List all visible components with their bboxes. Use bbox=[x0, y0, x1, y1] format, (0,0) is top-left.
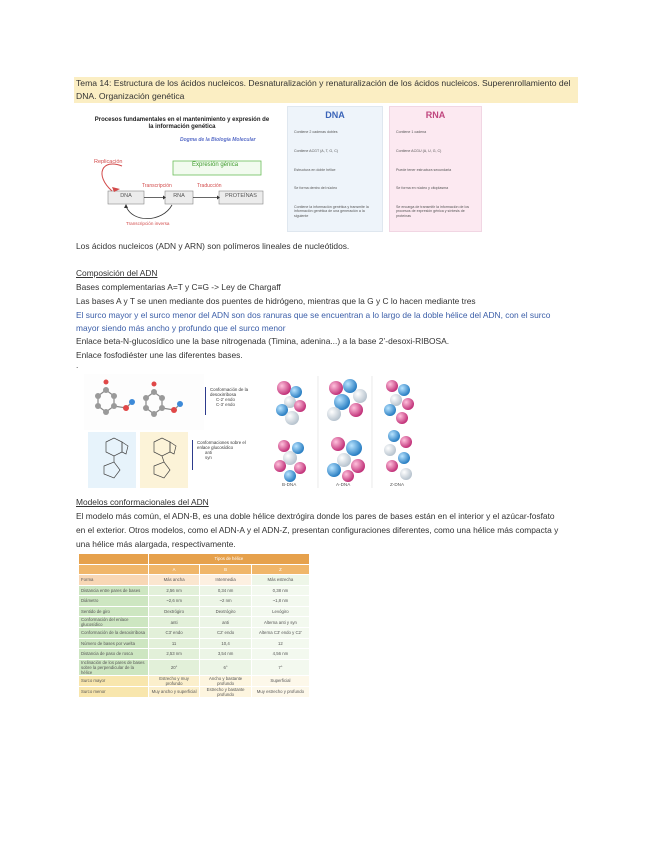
row-label: Número de bases por vuelta bbox=[79, 638, 149, 649]
conf-a: C-2' endo bbox=[216, 397, 235, 402]
cell-a: Estrecho y muy profundo bbox=[148, 675, 199, 686]
rna-panel bbox=[389, 106, 482, 232]
table-header-empty bbox=[79, 554, 149, 565]
cell-b: anti bbox=[200, 617, 252, 628]
dogma-title: Procesos fundamentales en el mantenimiento y expresión de la información genética bbox=[94, 117, 270, 130]
table-row bbox=[79, 617, 310, 628]
text-line: Las bases A y T se unen mediante dos puentes de hidrógeno, mientras que la G y C lo hacen mediante tres bbox=[76, 296, 476, 306]
cell-b: Intermedia bbox=[200, 575, 252, 586]
cell-b: 3,54 nm bbox=[200, 649, 252, 660]
stray-dot: . bbox=[76, 360, 79, 370]
text-line: en el exterior. Otros modelos, como el ADN-A y el ADN-Z, presentan configuraciones diferentes, como una hélice más compacta y bbox=[76, 525, 559, 535]
row-label: Distancia de paso de rosca bbox=[79, 649, 149, 660]
anti-title: Conformaciones sobre el enlace glucosídico bbox=[197, 440, 246, 450]
intro-paragraph: Los ácidos nucleicos (ADN y ARN) son polímeros lineales de nucleótidos. bbox=[76, 241, 350, 251]
col-header-z: Z bbox=[251, 564, 309, 575]
dna-panel-title: DNA bbox=[325, 110, 345, 120]
cell-z: Muy estrecho y profundo bbox=[251, 686, 309, 697]
label-expresion: Expresión génica bbox=[192, 162, 239, 168]
col-header-a: A bbox=[148, 564, 199, 575]
table-header-empty bbox=[79, 564, 149, 575]
box-proteinas: PROTEÍNAS bbox=[225, 193, 257, 199]
row-label: Surco menor bbox=[79, 686, 149, 697]
cell-a: Dextrógiro bbox=[148, 606, 199, 617]
box-dna: DNA bbox=[120, 193, 132, 199]
topic-title: Tema 14: Estructura de los ácidos nucleicos. Desnaturalización y renaturalización de los ácidos nucleicos. Superenrollamiento del DNA. Organización genética bbox=[74, 77, 578, 103]
cell-a: 11 bbox=[148, 638, 199, 649]
cell-z: Alterna anti y syn bbox=[251, 617, 309, 628]
cell-z: 4,56 nm bbox=[251, 649, 309, 660]
section-heading-composicion: Composición del ADN bbox=[76, 268, 158, 278]
row-label: Distancia entre pares de bases bbox=[79, 585, 149, 596]
model-label-b: B-DNA bbox=[282, 482, 297, 487]
cell-z: 7° bbox=[251, 659, 309, 675]
cell-z: 12 bbox=[251, 638, 309, 649]
table-row bbox=[79, 606, 310, 617]
cell-a: 20° bbox=[148, 659, 199, 675]
cell-b: Estrecho y bastante profundo bbox=[200, 686, 252, 697]
text-line: mayor siendo más ancho y profundo que el surco menor bbox=[76, 323, 286, 333]
dna-item: Contiene 2 cadenas dobles bbox=[294, 130, 338, 134]
label-transcripcion: Transcripción bbox=[142, 183, 172, 189]
dna-models-table bbox=[78, 553, 310, 698]
anti-b: syn bbox=[205, 455, 212, 460]
rna-item: Puede tener estructura secundaria bbox=[396, 168, 452, 172]
model-label-z: Z-DNA bbox=[390, 482, 405, 487]
base-structures bbox=[88, 432, 188, 488]
dogma-figure bbox=[92, 113, 272, 231]
cell-z: Levógiro bbox=[251, 606, 309, 617]
dna-models-figure bbox=[264, 374, 429, 490]
text-line: Enlace fosfodiéster une las diferentes bases. bbox=[76, 350, 243, 360]
cell-b: C2' endo bbox=[200, 628, 252, 639]
cell-b: Ancho y bastante profundo bbox=[200, 675, 252, 686]
rna-item: Se encarga de transmitir la información de los procesos de expresión génica y síntesis de proteínas bbox=[396, 205, 470, 218]
cell-b: 6° bbox=[200, 659, 252, 675]
section-heading-modelos: Modelos conformacionales del ADN bbox=[76, 497, 209, 507]
label-traduccion: Traducción bbox=[197, 183, 222, 189]
row-label: Inclinación de los pares de bases sobre la perpendicular de la hélice bbox=[79, 659, 149, 675]
label-transcripcion-inversa: Transcripción inversa bbox=[126, 221, 170, 226]
table-row bbox=[79, 628, 310, 639]
conformation-caption bbox=[205, 387, 264, 415]
cell-a: Muy ancho y superficial bbox=[148, 686, 199, 697]
table-row bbox=[79, 659, 310, 675]
table-row bbox=[79, 686, 310, 697]
text-line: El modelo más común, el ADN-B, es una doble hélice dextrógira donde los pares de bases están en el interior y el azúcar-fosfato bbox=[76, 511, 555, 521]
row-label: Conformación del enlace glucosídico bbox=[79, 617, 149, 628]
table-row bbox=[79, 638, 310, 649]
rna-panel-title: RNA bbox=[425, 110, 446, 120]
conf-title: Conformación de la desoxirribosa bbox=[210, 387, 249, 397]
dna-item: Estructura en doble hélice bbox=[294, 168, 336, 172]
rna-item: Contiene ACGU (A, U, G, C) bbox=[396, 149, 442, 153]
dna-item: Contiene la información genética y transmite la información genética de una generación a la siguiente bbox=[294, 205, 369, 218]
box-rna: RNA bbox=[173, 193, 185, 199]
text-line: una hélice más alargada, respectivamente. bbox=[76, 539, 236, 549]
cell-z: Más estrecha bbox=[251, 575, 309, 586]
text-line: Bases complementarias A=T y C≡G -> Ley de Chargaff bbox=[76, 282, 281, 292]
cell-b: ~2 nm bbox=[200, 596, 252, 607]
cell-z: Alterna C3' endo y C2' bbox=[251, 628, 309, 639]
glycosidic-caption bbox=[192, 440, 253, 470]
table-group-title: Tipos de hélice bbox=[148, 554, 309, 565]
cell-a: ~2,6 nm bbox=[148, 596, 199, 607]
cell-a: 2,56 nm bbox=[148, 585, 199, 596]
cell-a: C3' endo bbox=[148, 628, 199, 639]
row-label: Sentido de giro bbox=[79, 606, 149, 617]
row-label: Diámetro bbox=[79, 596, 149, 607]
cell-z: ~1,8 nm bbox=[251, 596, 309, 607]
table-column-header bbox=[79, 564, 310, 575]
dna-models-image bbox=[264, 374, 429, 490]
conf-b: C-3' endo bbox=[216, 402, 235, 407]
cell-z: Superficial bbox=[251, 675, 309, 686]
text-line: El surco mayor y el surco menor del ADN son dos ranuras que se encuentran a lo largo de la doble hélice del ADN, con el surco bbox=[76, 310, 551, 320]
table-row bbox=[79, 585, 310, 596]
table-row bbox=[79, 575, 310, 586]
row-label: Forma bbox=[79, 575, 149, 586]
table-row bbox=[79, 596, 310, 607]
table-row bbox=[79, 649, 310, 660]
cell-a: Más ancha bbox=[148, 575, 199, 586]
row-label: Surco mayor bbox=[79, 675, 149, 686]
col-header-b: B bbox=[200, 564, 252, 575]
dna-panel bbox=[287, 106, 383, 232]
cell-b: 10,4 bbox=[200, 638, 252, 649]
model-label-a: A-DNA bbox=[336, 482, 351, 487]
rna-item: Contiene 1 cadena bbox=[396, 130, 427, 134]
cell-z: 0,38 nm bbox=[251, 585, 309, 596]
dna-item: Contiene ACGT (A, T, G, C) bbox=[294, 149, 339, 153]
rna-item: Se forma en núcleo y citoplasma bbox=[396, 186, 449, 190]
nucleotide-structures bbox=[84, 374, 204, 430]
text-line: Enlace beta-N-glucosídico une la base nitrogenada (Timina, adenina...) a la base 2’-desoxi-RIBOSA. bbox=[76, 336, 450, 346]
base-structures-figure bbox=[88, 432, 188, 488]
cell-b: Dextrógiro bbox=[200, 606, 252, 617]
cell-a: anti bbox=[148, 617, 199, 628]
nucleotide-figure bbox=[84, 374, 204, 430]
table-group-header bbox=[79, 554, 310, 565]
label-replicacion: Replicación bbox=[94, 159, 123, 165]
anti-a: anti bbox=[205, 450, 213, 455]
table-row bbox=[79, 675, 310, 686]
cell-a: 2,53 nm bbox=[148, 649, 199, 660]
row-label: Conformación de la desoxirribosa bbox=[79, 628, 149, 639]
dogma-diagram bbox=[92, 113, 272, 231]
dogma-subtitle: Dogma de la Biología Molecular bbox=[180, 137, 256, 143]
cell-b: 0,34 nm bbox=[200, 585, 252, 596]
dna-item: Se forma dentro del núcleo bbox=[294, 186, 338, 190]
